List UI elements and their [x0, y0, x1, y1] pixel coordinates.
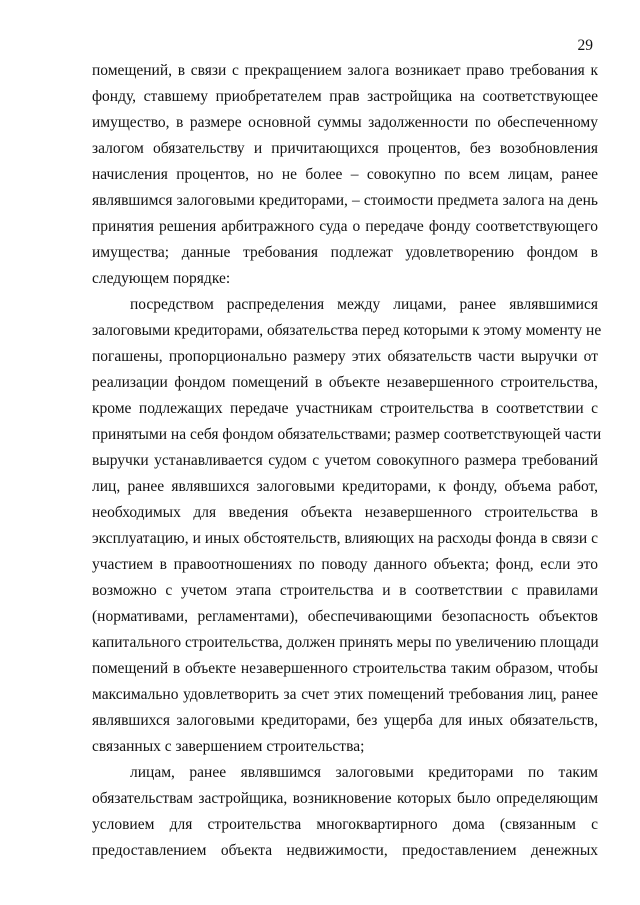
text-line: имущества; данные требования подлежат удовлетворению фондом в [92, 244, 598, 261]
paragraph-3 [92, 760, 598, 864]
text-line: имущество, в размере основной суммы задолженности по обеспеченному [92, 114, 598, 131]
text-line: залоговыми кредиторами, обязательства перед которыми к этому моменту не [92, 322, 602, 339]
text-line: связанных с завершением строительства; [92, 738, 365, 755]
text-line: эксплуатацию, и иных обстоятельств, влияющих на расходы фонда в связи с [92, 530, 598, 547]
text-line: капитального строительства, должен принять меры по увеличению площади [92, 634, 599, 651]
text-line: являвшихся залоговыми кредиторами, без ущерба для иных обязательств, [92, 712, 598, 729]
text-line: погашены, пропорционально размеру этих обязательств части выручки от [92, 348, 598, 365]
text-line: возможно с учетом этапа строительства и в соответствии с правилами [92, 582, 598, 599]
text-line: лиц, ранее являвшихся залоговыми кредиторами, к фонду, объема работ, [92, 478, 598, 495]
text-line: следующем порядке: [92, 270, 231, 287]
text-line: участием в правоотношениях по поводу данного объекта; фонд, если это [92, 556, 598, 573]
text-line: начисления процентов, но не более – совокупно по всем лицам, ранее [92, 166, 598, 183]
text-line: помещений, в связи с прекращением залога возникает право требования к [92, 62, 598, 79]
text-line: посредством распределения между лицами, ранее являвшимися [130, 296, 598, 313]
paragraph-2 [92, 292, 602, 760]
text-line: являвшимся залоговыми кредиторами, – стоимости предмета залога на день [92, 192, 598, 209]
text-line: выручки устанавливается судом с учетом совокупного размера требований [92, 452, 598, 469]
text-line: принятыми на себя фондом обязательствами; размер соответствующей части [92, 426, 602, 443]
body-text [92, 58, 602, 864]
paragraph-1 [92, 58, 598, 292]
page-number: 29 [577, 37, 593, 54]
text-line: лицам, ранее являвшимся залоговыми кредиторами по таким [130, 764, 598, 781]
text-line: фонду, ставшему приобретателем прав застройщика на соответствующее [92, 88, 598, 105]
text-line: помещений в объекте незавершенного строительства таким образом, чтобы [92, 660, 598, 677]
text-line: (нормативами, регламентами), обеспечивающими безопасность объектов [92, 608, 598, 625]
text-line: кроме подлежащих передаче участникам строительства в соответствии с [92, 400, 598, 417]
text-line: залогом обязательству и причитающихся процентов, без возобновления [92, 140, 598, 157]
text-line: максимально удовлетворить за счет этих помещений требования лиц, ранее [92, 686, 598, 703]
text-line: предоставлением объекта недвижимости, предоставлением денежных [92, 842, 598, 859]
text-line: обязательствам застройщика, возникновение которых было определяющим [92, 790, 598, 807]
text-line: необходимых для введения объекта незавершенного строительства в [92, 504, 598, 521]
text-line: условием для строительства многоквартирного дома (связанным с [92, 816, 598, 833]
text-line: реализации фондом помещений в объекте незавершенного строительства, [92, 374, 598, 391]
text-line: принятия решения арбитражного суда о передаче фонду соответствующего [92, 218, 598, 235]
